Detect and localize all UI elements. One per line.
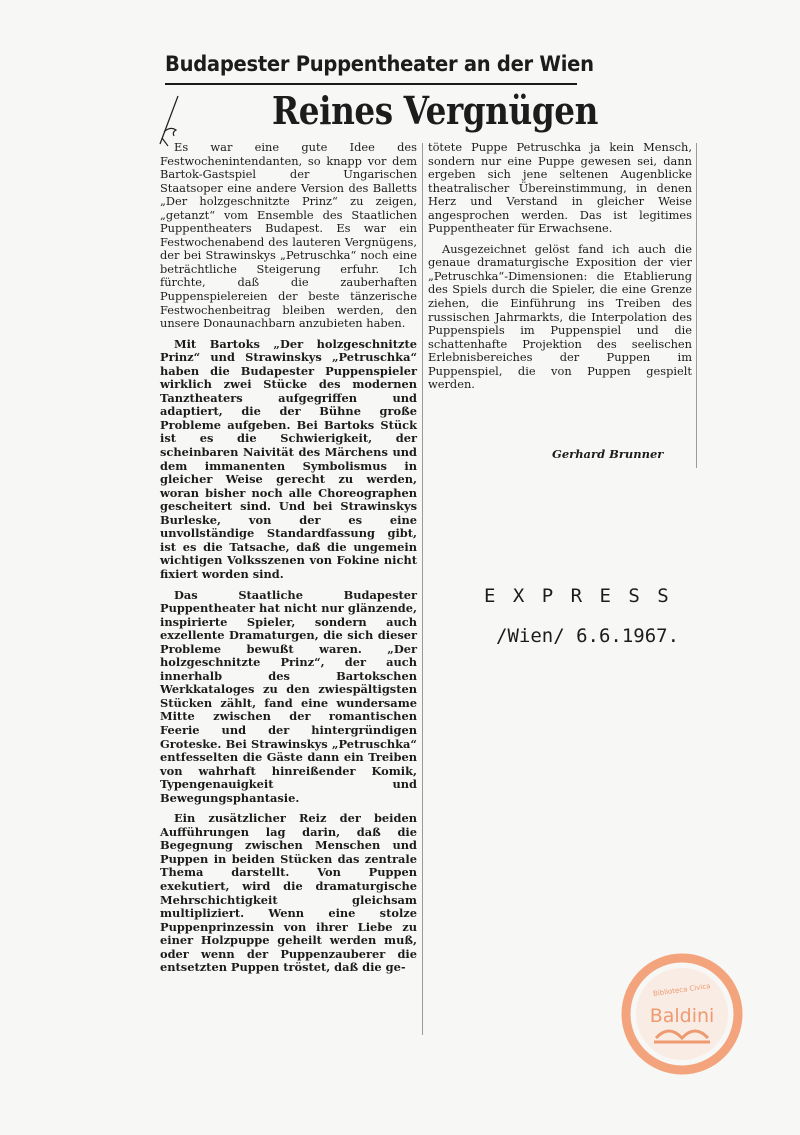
article-paragraph: Es war eine gute Idee des Festwochenintendanten, so knapp vor dem Bartok-Gastspiel der Ungarischen Staatsoper eine andere Version des Balletts „Der holzgeschnitzte Prinz“ zu zeigen, „getanzt“ vom Ensemble des Staatlichen Puppentheaters Budapest. Es war ein Festwochenabend des lauteren Vergnügens, der bei Strawinskys „Petruschka“ noch eine beträchtliche Steigerung erfuhr. Ich fürchte, daß die zauberhaften Puppenspielereien der beste tänzerische Festwochenbeitrag bleiben werden, den unsere Donaunachbarn anzubieten haben. <box>160 140 417 331</box>
article-column-1 <box>160 141 417 975</box>
article-column-2 <box>428 141 692 392</box>
article-headline: Reines Vergnügen <box>272 88 598 133</box>
article-kicker: Budapester Puppentheater an der Wien <box>165 52 594 76</box>
column-divider-right <box>696 143 697 468</box>
svg-text:Biblioteca Civica: Biblioteca Civica <box>652 982 711 999</box>
article-paragraph: tötete Puppe Petruschka ja kein Mensch, sondern nur eine Puppe gewesen sei, dann ergeben sich jene seltenen Augenblicke theatralischer Übereinstimmung, in denen Herz und Verstand in gleicher Weise angesprochen werden. Das ist legitimes Puppentheater für Erwachsene. <box>428 140 692 236</box>
article-paragraph: Ein zusätzlicher Reiz der beiden Aufführungen lag darin, daß die Begegnung zwischen Menschen und Puppen in beiden Stücken das zentrale Thema darstellt. Von Puppen exekutiert, wird die dramaturgische Mehrschichtigkeit gleichsam multipliziert. Wenn eine stolze Puppenprinzessin von ihrer Liebe zu einer Holzpuppe geheilt werden muß, oder wenn der Puppenzauberer die entsetzten Puppen tröstet, daß die ge- <box>160 811 417 975</box>
article-paragraph: Mit Bartoks „Der holzgeschnitzte Prinz“ und Strawinskys „Petruschka“ haben die Budapester Puppenspieler wirklich zwei Stücke des modernen Tanztheaters aufgegriffen und adaptiert, die der Bühne große Probleme aufgeben. Bei Bartoks Stück ist es die Schwierigkeit, der scheinbaren Naivität des Märchens und dem immanenten Symbolismus in gleicher Weise gerecht zu werden, woran bisher noch alle Choreographen gescheitert sind. Und bei Strawinskys Burleske, von der es eine unvollständige Standardfassung gibt, ist es die Tatsache, daß die ungemein wichtigen Volksszenen von Fokine nicht fixiert worden sind. <box>160 336 417 581</box>
article-author: Gerhard Brunner <box>552 447 664 461</box>
kicker-rule <box>165 83 577 85</box>
svg-text:Baldini: Baldini <box>649 1005 715 1027</box>
column-divider <box>422 143 423 1035</box>
article-paragraph: Das Staatliche Budapester Puppentheater hat nicht nur glänzende, inspirierte Spieler, sondern auch exzellente Dramaturgen, die sich dieser Probleme bewußt waren. „Der holzgeschnitzte Prinz“, der auch innerhalb des Bartokschen Werkkataloges zu den zwiespältigsten Stücken zählt, fand eine wundersame Mitte zwischen der romantischen Feerie und der hintergründigen Groteske. Bei Strawinskys „Petruschka“ entfesselten die Gäste dann ein Treiben von wahrhaft hinreißender Komik, Typengenauigkeit und Bewegungsphantasie. <box>160 587 417 805</box>
source-label: E X P R E S S <box>484 585 672 607</box>
article-paragraph: Ausgezeichnet gelöst fand ich auch die genaue dramaturgische Exposition der vier „Petruschka“-Dimensionen: die Etablierung des Spiels durch die Spieler, die eine Grenze ziehen, die Einführung ins Treiben des russischen Jahrmarkts, die Interpolation des Puppenspiels im Puppenspiel und die schattenhafte Projektion des seelischen Erlebnisbereiches der Puppen im Puppenspiel, die von Puppen gespielt werden. <box>428 241 692 392</box>
source-dateline: /Wien/ 6.6.1967. <box>496 625 680 647</box>
library-stamp-logo <box>620 952 744 1076</box>
